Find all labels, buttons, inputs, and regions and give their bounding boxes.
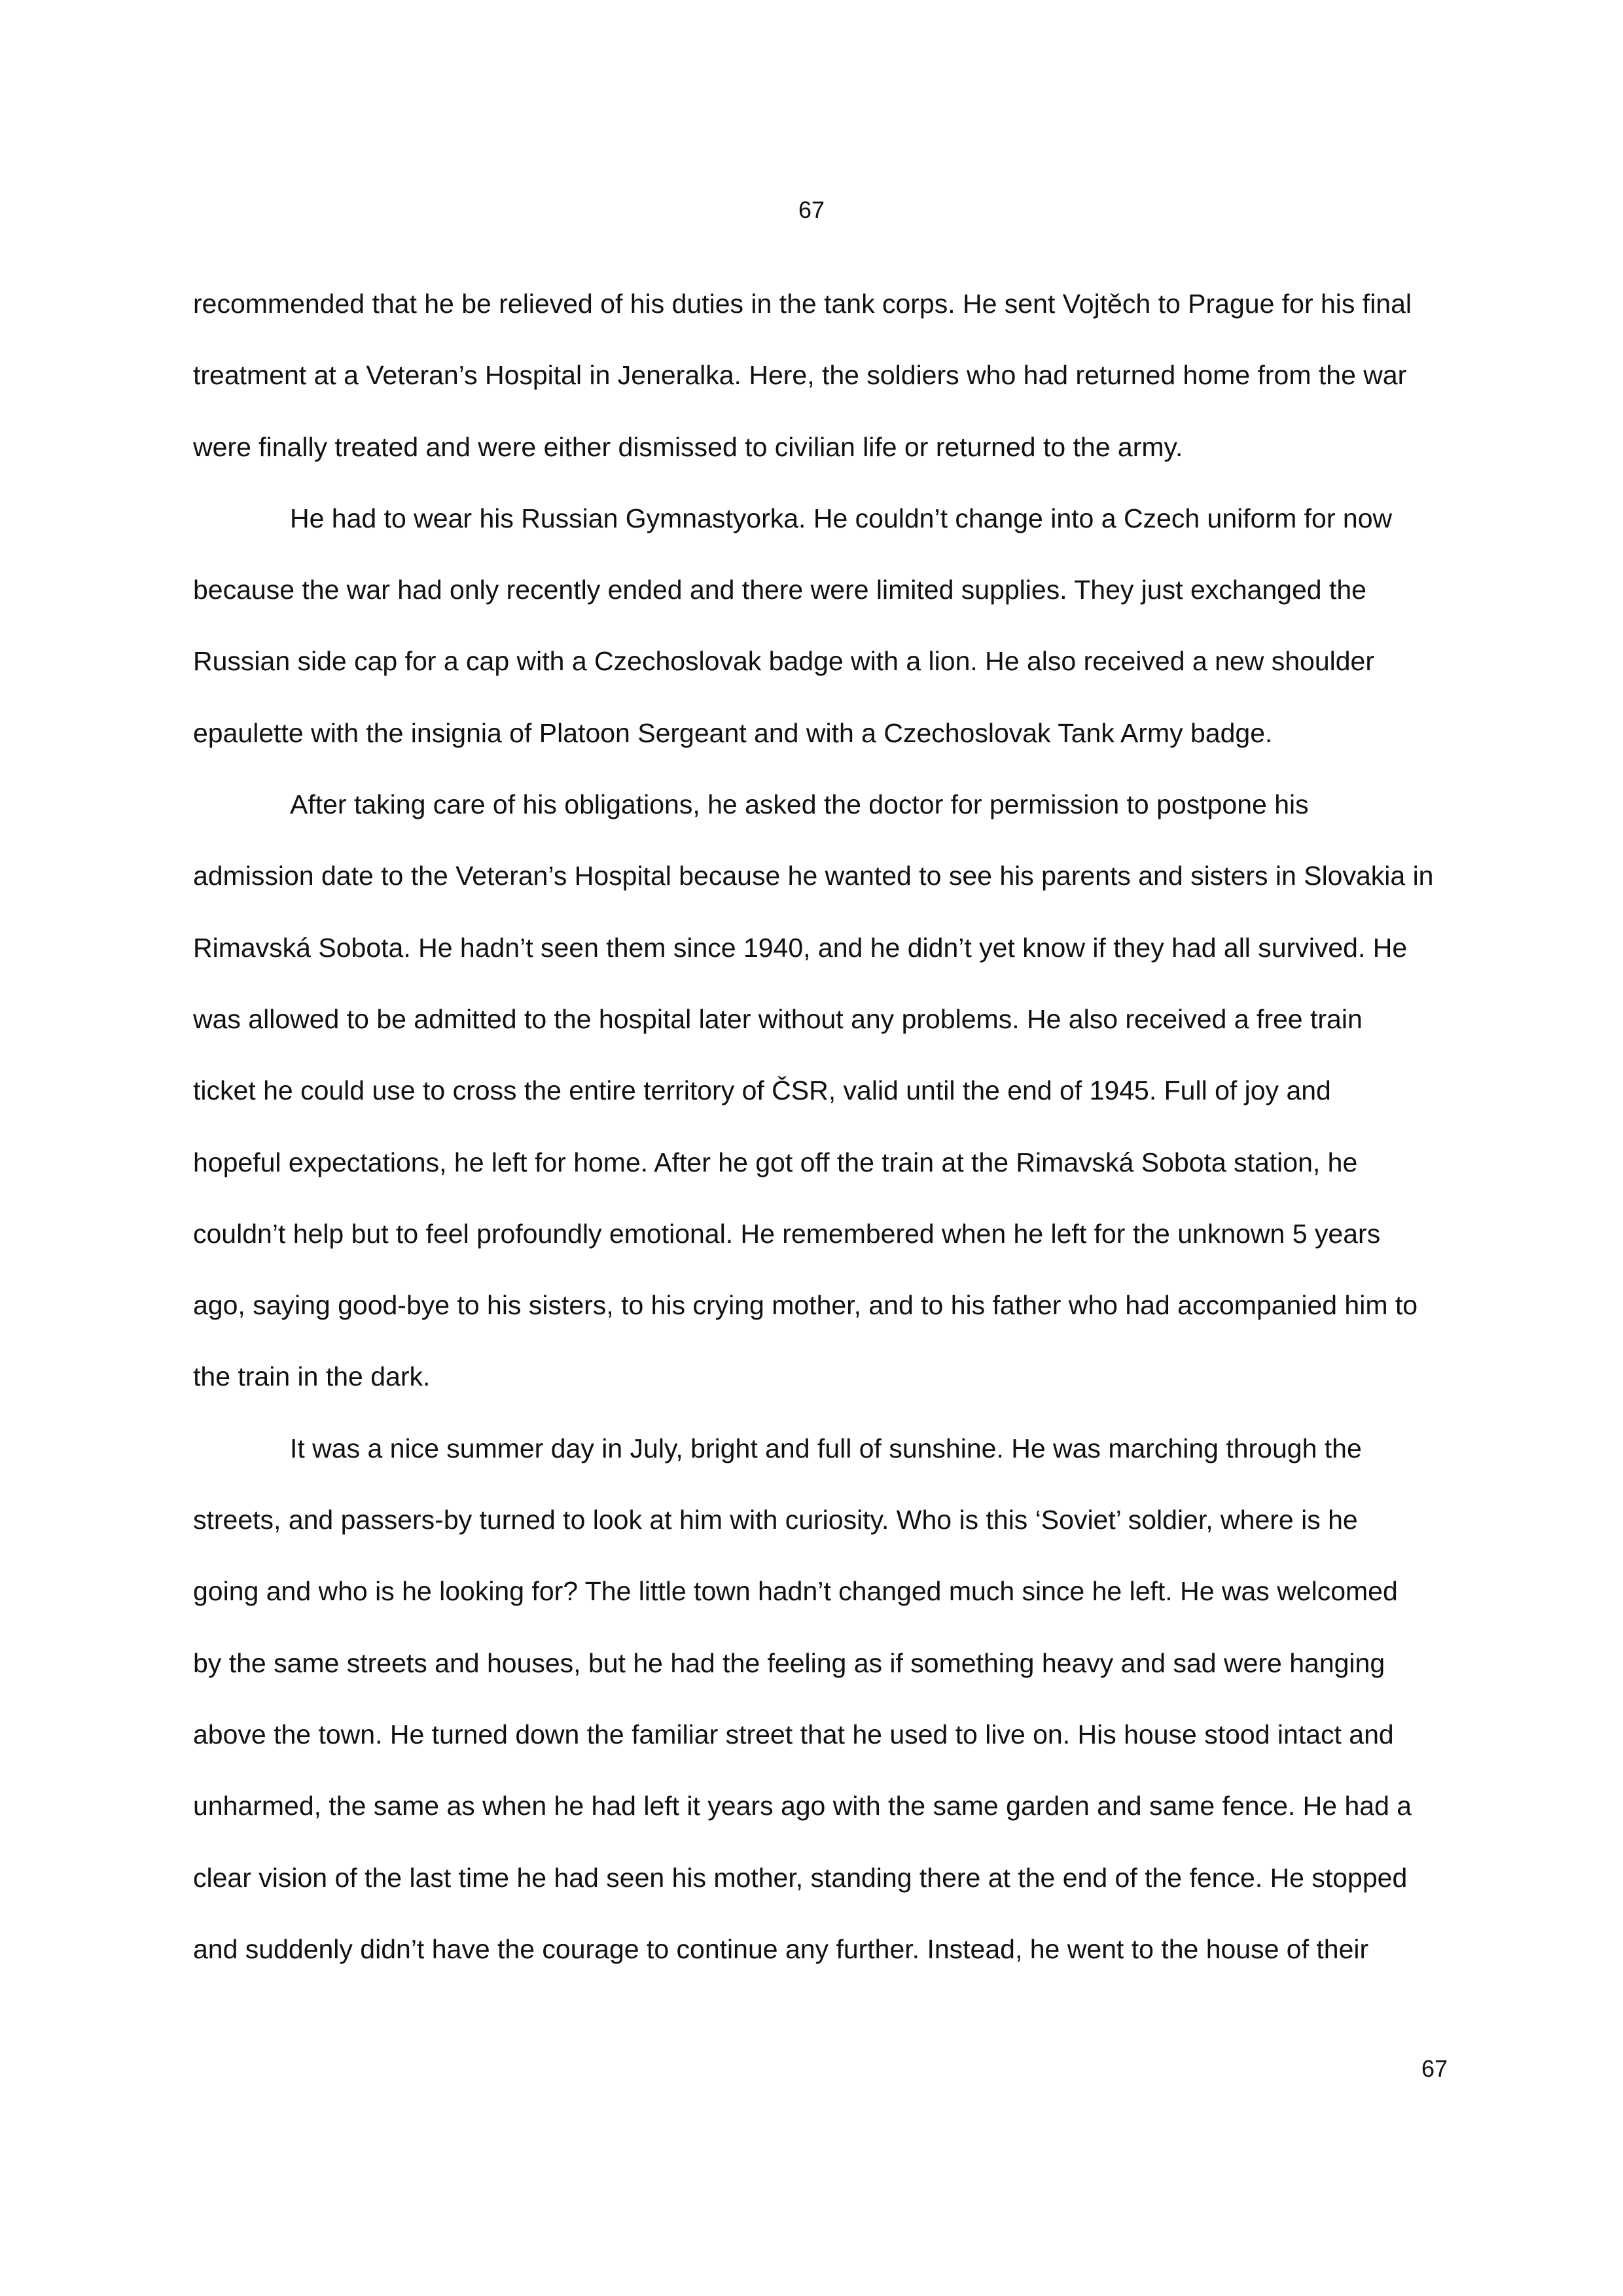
text-line: above the town. He turned down the familiar street that he used to live on. His house stood intact and <box>193 1719 1394 1749</box>
text-line: treatment at a Veteran’s Hospital in Jeneralka. Here, the soldiers who had returned home from the war <box>193 360 1407 391</box>
text-line: After taking care of his obligations, he asked the doctor for permission to postpone his <box>290 789 1309 820</box>
text-line: the train in the dark. <box>193 1361 431 1392</box>
text-line: ago, saying good-bye to his sisters, to his crying mother, and to his father who had accompanied him to <box>193 1290 1418 1321</box>
page-number-bottom: 67 <box>1421 2055 1448 2082</box>
page-number-top: 67 <box>798 196 825 223</box>
text-line: It was a nice summer day in July, bright and full of sunshine. He was marching through the <box>290 1433 1362 1463</box>
text-line: clear vision of the last time he had seen his mother, standing there at the end of the fence. He stopped <box>193 1862 1408 1893</box>
text-line: epaulette with the insignia of Platoon Sergeant and with a Czechoslovak Tank Army badge. <box>193 717 1273 748</box>
text-line: was allowed to be admitted to the hospital later without any problems. He also received a free train <box>193 1003 1363 1034</box>
text-line: admission date to the Veteran’s Hospital because he wanted to see his parents and sisters in Slovakia in <box>193 861 1434 891</box>
text-line: He had to wear his Russian Gymnastyorka. He couldn’t change into a Czech uniform for now <box>290 503 1393 533</box>
text-line: because the war had only recently ended and there were limited supplies. They just exchanged the <box>193 575 1366 605</box>
body-text <box>193 289 1436 2005</box>
text-line: recommended that he be relieved of his duties in the tank corps. He sent Vojtěch to Prague for his final <box>193 289 1412 319</box>
text-line: Rimavská Sobota. He hadn’t seen them since 1940, and he didn’t yet know if they had all survived. He <box>193 932 1408 963</box>
text-line: Russian side cap for a cap with a Czechoslovak badge with a lion. He also received a new shoulder <box>193 646 1375 677</box>
text-line: going and who is he looking for? The little town hadn’t changed much since he left. He was welcomed <box>193 1576 1398 1607</box>
text-line: unharmed, the same as when he had left it years ago with the same garden and same fence. He had a <box>193 1791 1412 1821</box>
text-line: hopeful expectations, he left for home. After he got off the train at the Rimavská Sobota station, he <box>193 1147 1358 1177</box>
text-line: and suddenly didn’t have the courage to continue any further. Instead, he went to the house of their <box>193 1933 1369 1964</box>
text-line: ticket he could use to cross the entire territory of ČSR, valid until the end of 1945. Full of joy and <box>193 1075 1331 1106</box>
text-line: were finally treated and were either dismissed to civilian life or returned to the army. <box>193 431 1183 462</box>
text-line: couldn’t help but to feel profoundly emotional. He remembered when he left for the unknown 5 years <box>193 1218 1381 1249</box>
text-line: by the same streets and houses, but he had the feeling as if something heavy and sad were hanging <box>193 1647 1385 1678</box>
text-line: streets, and passers-by turned to look at him with curiosity. Who is this ‘Soviet’ soldier, where is he <box>193 1505 1358 1535</box>
